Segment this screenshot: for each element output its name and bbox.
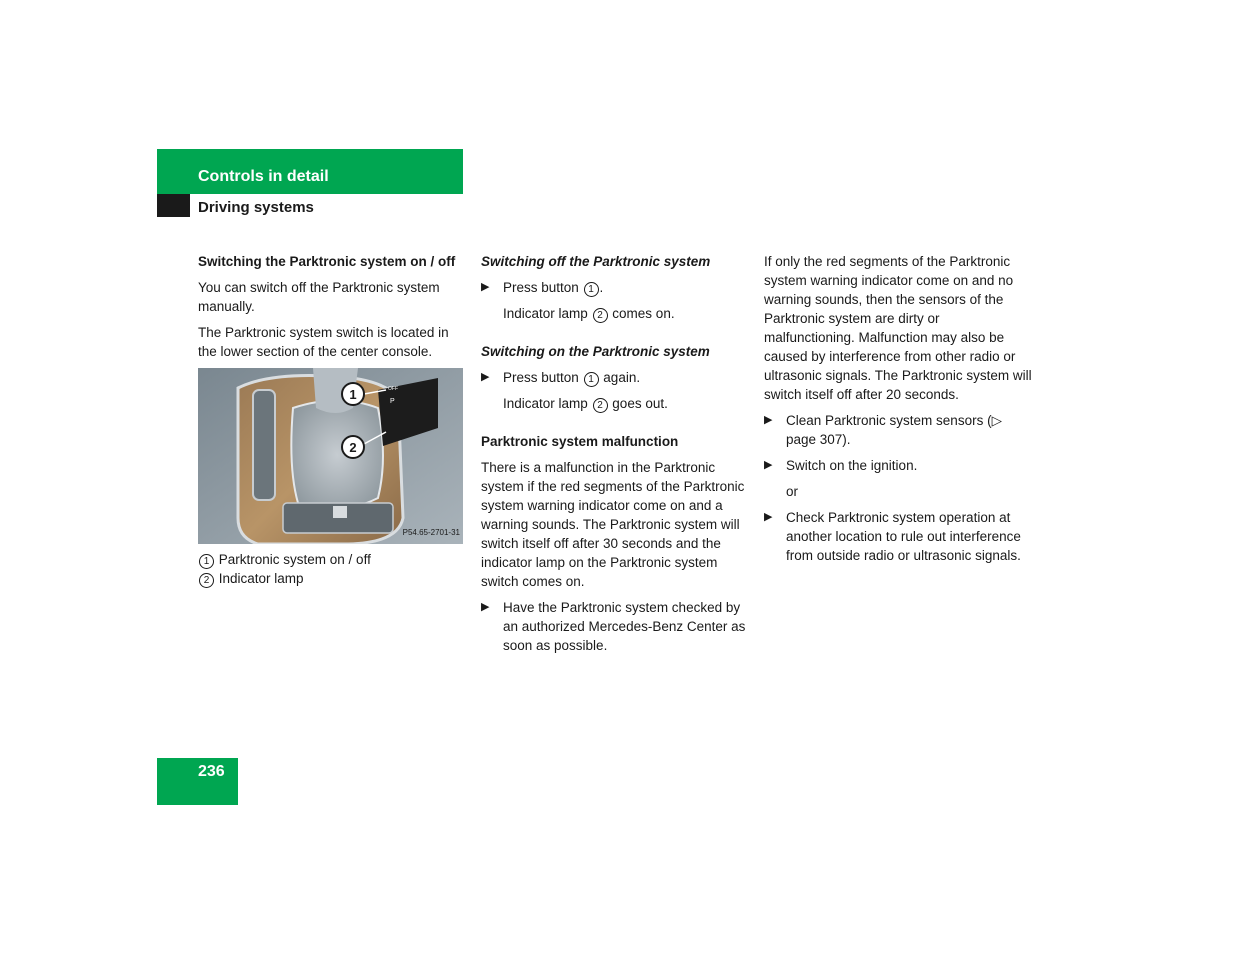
on-step-text-end: again. [599, 370, 641, 385]
caption-1-text: Parktronic system on / off [218, 552, 371, 567]
malfunction-paragraph: There is a malfunction in the Parktronic system if the red segments of the Parktronic system warning indicator come on and a warning sounds. The Parktronic system will switch itself off after 30 seconds and the indicator lamp on the Parktronic system switch comes on. [481, 460, 745, 589]
off-step-text: Press button [503, 280, 583, 295]
bullet-arrow-icon: ▶ [481, 371, 490, 383]
on-note-text-end: goes out. [608, 396, 668, 411]
bullet-arrow-icon: ▶ [764, 511, 773, 523]
subsection-marker [157, 194, 190, 217]
bullet-arrow-icon: ▶ [481, 601, 490, 613]
col3-step-2 [764, 456, 1034, 475]
col3-step-3 [764, 508, 1034, 565]
col1-para1: You can switch off the Parktronic system manually. [198, 280, 440, 314]
caption-1-number: 1 [199, 554, 214, 569]
off-heading: Switching off the Parktronic system [481, 254, 711, 269]
center-console-figure [198, 368, 463, 544]
off-note-text-end: comes on. [608, 306, 675, 321]
col3-step-3-text: Check Parktronic system operation at another location to rule out interference from outside radio or ultrasonic signals. [786, 510, 1021, 563]
caption-2-number: 2 [199, 573, 214, 588]
malfunction-step [481, 598, 746, 655]
malfunction-heading: Parktronic system malfunction [481, 434, 679, 449]
malfunction-step-text: Have the Parktronic system checked by an authorized Mercedes-Benz Center as soon as possible. [503, 600, 746, 653]
page-number: 236 [198, 763, 225, 780]
bullet-arrow-icon: ▶ [764, 459, 773, 471]
col3-step-1 [764, 411, 1034, 449]
on-note-number: 2 [593, 398, 608, 413]
off-step [481, 278, 746, 297]
col3-step-2-text: Switch on the ignition. [786, 458, 918, 473]
on-heading: Switching on the Parktronic system [481, 344, 710, 359]
svg-text:P: P [390, 398, 395, 405]
bullet-arrow-icon: ▶ [764, 414, 773, 426]
col1-para2: The Parktronic system switch is located in the lower section of the center console. [198, 325, 449, 359]
off-note [481, 304, 746, 323]
col1-heading: Switching the Parktronic system on / off [198, 254, 456, 269]
off-note-text: Indicator lamp [503, 306, 592, 321]
column-1 [198, 252, 463, 588]
svg-text:OFF: OFF [388, 386, 398, 392]
caption-2-text: Indicator lamp [218, 571, 304, 586]
figure-code: P54.65-2701-31 [402, 528, 460, 537]
off-note-number: 2 [593, 308, 608, 323]
column-2 [481, 252, 746, 662]
on-step-text: Press button [503, 370, 583, 385]
center-console-illustration [198, 368, 463, 544]
on-note-text: Indicator lamp [503, 396, 592, 411]
caption-1 [198, 550, 463, 569]
bullet-arrow-icon: ▶ [481, 281, 490, 293]
column-3 [764, 252, 1034, 572]
caption-2 [198, 569, 463, 588]
subsection-title: Driving systems [198, 199, 314, 216]
off-step-text-end: . [599, 280, 604, 295]
col3-or: or [786, 484, 799, 499]
on-step-number: 1 [584, 372, 599, 387]
col3-step-1-text: Clean Parktronic system sensors (▷ page 307). [786, 413, 1002, 447]
figure-callout-2: 2 [349, 440, 357, 455]
on-note [481, 394, 746, 413]
section-title: Controls in detail [198, 168, 329, 185]
col3-paragraph: If only the red segments of the Parktronic system warning indicator come on and no warning sounds, then the sensors of the Parktronic system are dirty or malfunctioning. Malfunction may also be caused by interference from other radio or ultrasonic signals. The Parktronic system will switch itself off after 20 seconds. [764, 254, 1032, 402]
on-step [481, 368, 746, 387]
figure-callout-1: 1 [349, 387, 357, 402]
off-step-number: 1 [584, 282, 599, 297]
